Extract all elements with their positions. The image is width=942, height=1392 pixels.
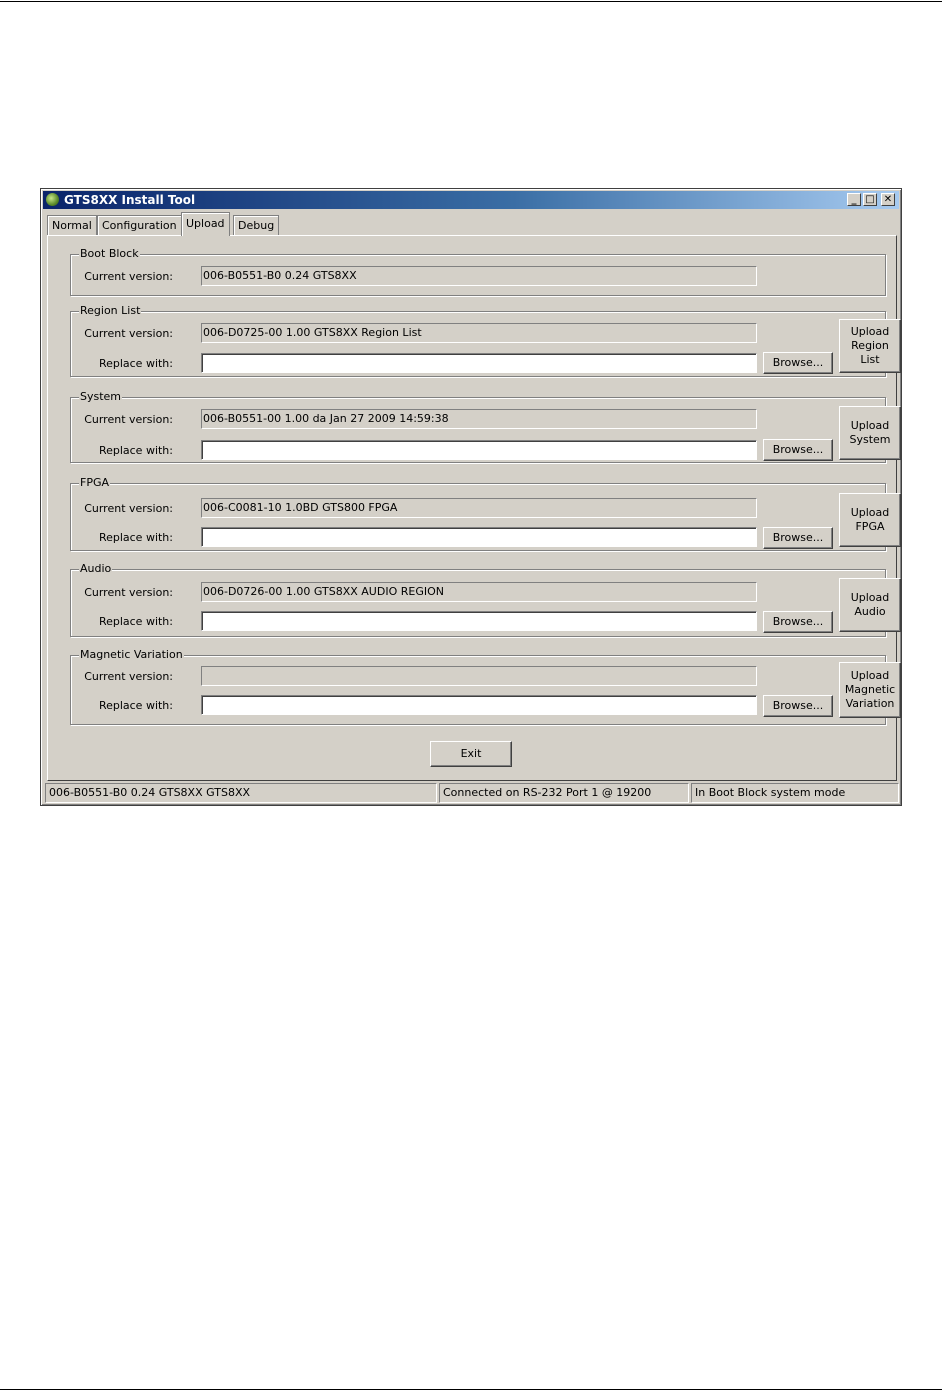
fpga-browse-button[interactable]: Browse... — [763, 527, 833, 549]
button-line: Audio — [854, 605, 886, 618]
group-fpga — [70, 476, 890, 551]
tab-normal[interactable]: Normal — [47, 215, 97, 235]
button-line: Magnetic — [844, 683, 896, 696]
group-title-magnetic-variation: Magnetic Variation — [80, 648, 183, 661]
upload-panel — [47, 235, 897, 781]
fpga-current-version: 006-C0081-10 1.0BD GTS800 FPGA — [201, 498, 757, 518]
button-line: Variation — [845, 697, 895, 710]
replace-with-label: Replace with: — [98, 531, 173, 544]
replace-with-label: Replace with: — [98, 615, 173, 628]
status-connection: Connected on RS-232 Port 1 @ 19200 — [439, 783, 689, 803]
magnetic-variation-current-version — [201, 666, 757, 686]
group-boot-block — [70, 247, 886, 296]
upload-system-button[interactable] — [839, 406, 901, 460]
current-version-label: Current version: — [84, 670, 173, 683]
button-line: List — [860, 353, 880, 366]
window-title: GTS8XX Install Tool — [64, 193, 196, 207]
upload-magnetic-variation-button[interactable] — [839, 662, 901, 718]
magnetic-variation-browse-button[interactable]: Browse... — [763, 695, 833, 717]
tab-upload[interactable]: Upload — [181, 212, 230, 236]
maximize-button[interactable]: □ — [863, 193, 877, 206]
group-audio — [70, 562, 890, 637]
replace-with-label: Replace with: — [98, 699, 173, 712]
current-version-label: Current version: — [84, 270, 173, 283]
upload-audio-button[interactable] — [839, 578, 901, 632]
magnetic-variation-replace-input[interactable] — [201, 695, 757, 715]
status-mode: In Boot Block system mode — [691, 783, 899, 803]
button-line: System — [849, 433, 891, 446]
audio-browse-button[interactable]: Browse... — [763, 611, 833, 633]
status-bar — [43, 783, 899, 803]
group-title-system: System — [80, 390, 122, 403]
region-list-browse-button[interactable]: Browse... — [763, 352, 833, 374]
system-replace-input[interactable] — [201, 440, 757, 460]
tab-debug[interactable]: Debug — [233, 215, 279, 235]
boot-block-current-version: 006-B0551-B0 0.24 GTS8XX — [201, 266, 757, 286]
fpga-replace-input[interactable] — [201, 527, 757, 547]
audio-current-version: 006-D0726-00 1.00 GTS8XX AUDIO REGION — [201, 582, 757, 602]
button-line: Region — [851, 339, 889, 352]
button-line: Upload — [850, 591, 890, 604]
minimize-button[interactable]: _ — [847, 193, 861, 206]
group-title-fpga: FPGA — [80, 476, 110, 489]
system-browse-button[interactable]: Browse... — [763, 439, 833, 461]
group-magnetic-variation — [70, 648, 896, 725]
group-region-list — [70, 304, 890, 377]
upload-fpga-button[interactable] — [839, 493, 901, 547]
current-version-label: Current version: — [84, 327, 173, 340]
exit-button[interactable]: Exit — [430, 741, 512, 767]
title-bar[interactable] — [43, 191, 899, 209]
app-globe-icon — [46, 193, 59, 206]
replace-with-label: Replace with: — [98, 357, 173, 370]
page-top-rule — [0, 1, 942, 2]
install-tool-window — [40, 188, 902, 806]
group-title-audio: Audio — [80, 562, 112, 575]
replace-with-label: Replace with: — [98, 444, 173, 457]
audio-replace-input[interactable] — [201, 611, 757, 631]
upload-region-list-button[interactable] — [839, 319, 901, 373]
button-line: Upload — [850, 419, 890, 432]
tab-configuration[interactable]: Configuration — [97, 215, 182, 235]
current-version-label: Current version: — [84, 586, 173, 599]
close-button[interactable]: ✕ — [881, 193, 895, 206]
system-current-version: 006-B0551-00 1.00 da Jan 27 2009 14:59:38 — [201, 409, 757, 429]
current-version-label: Current version: — [84, 413, 173, 426]
button-line: FPGA — [855, 520, 885, 533]
group-system — [70, 390, 891, 463]
page-bottom-rule — [0, 1389, 942, 1390]
group-title-region-list: Region List — [80, 304, 141, 317]
button-line: Upload — [850, 506, 890, 519]
region-list-replace-input[interactable] — [201, 353, 757, 373]
button-line: Upload — [850, 325, 890, 338]
group-title-boot-block: Boot Block — [80, 247, 139, 260]
region-list-current-version: 006-D0725-00 1.00 GTS8XX Region List — [201, 323, 757, 343]
current-version-label: Current version: — [84, 502, 173, 515]
button-line: Upload — [850, 669, 890, 682]
status-version: 006-B0551-B0 0.24 GTS8XX GTS8XX — [45, 783, 437, 803]
